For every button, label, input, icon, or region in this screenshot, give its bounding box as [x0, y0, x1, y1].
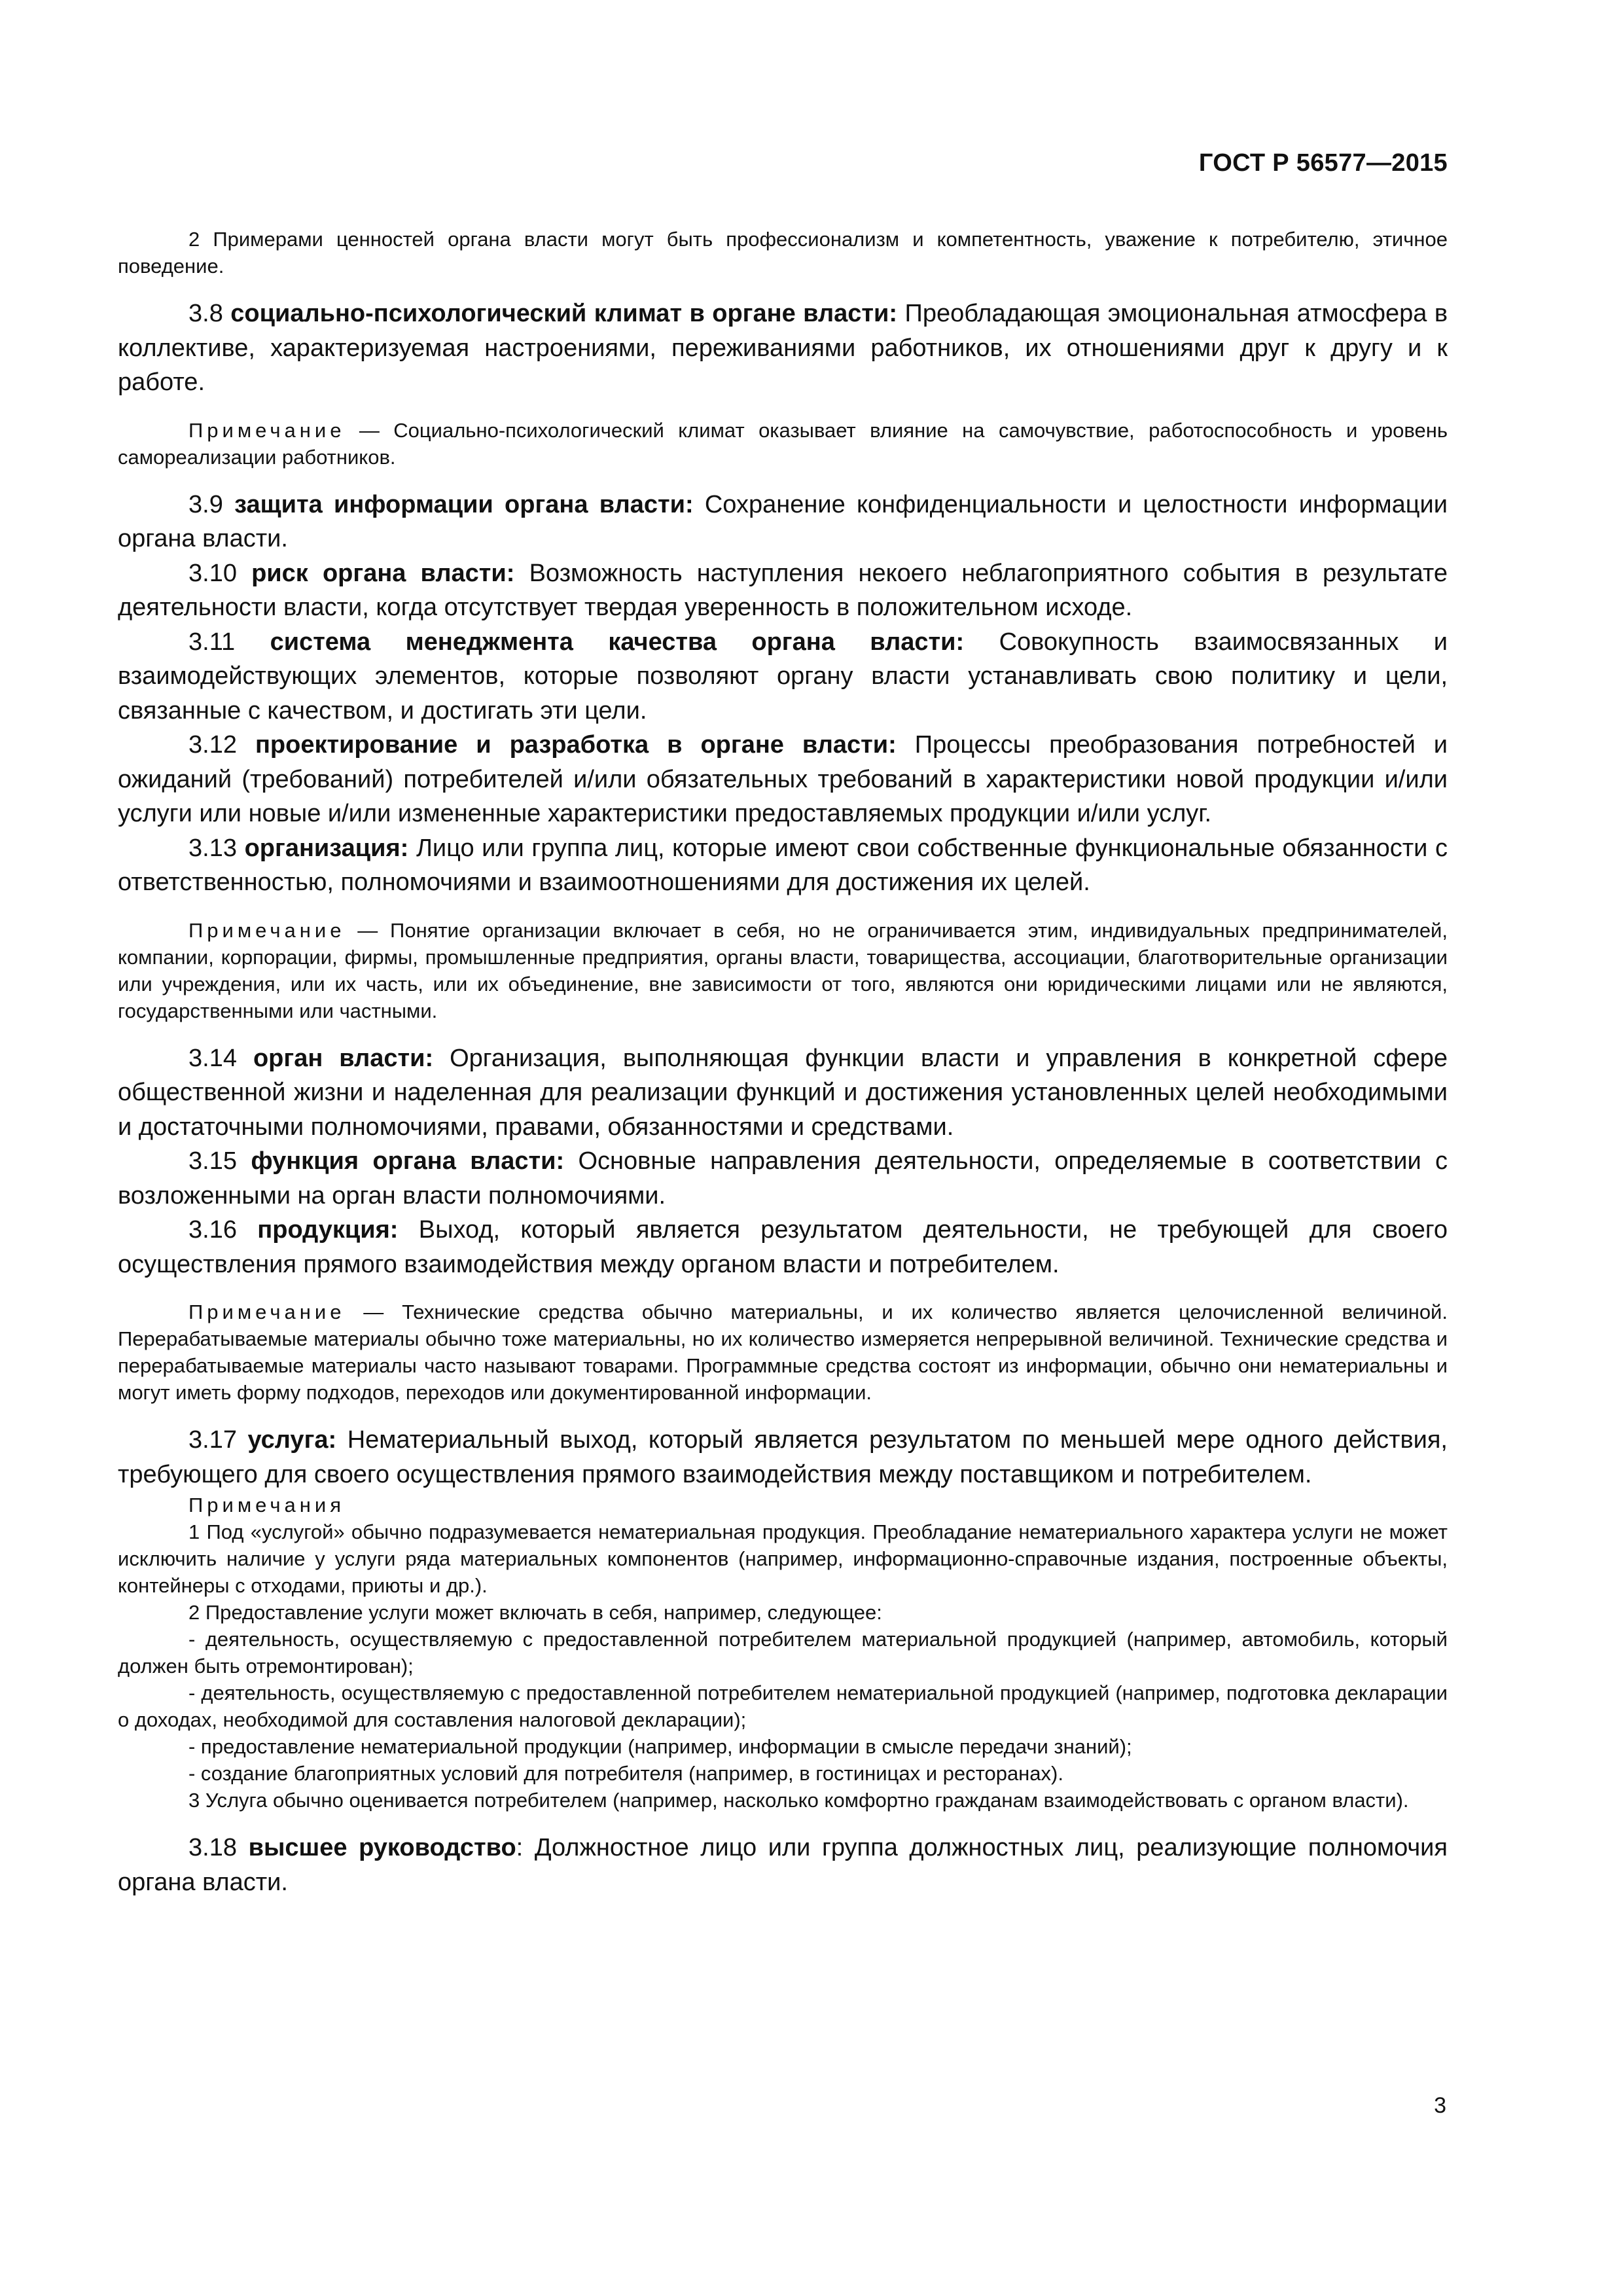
note-paragraph	[118, 917, 1448, 1024]
term-name: риск органа власти:	[251, 559, 515, 587]
paragraph-text: 2 Примерами ценностей органа власти могут быть профессионализм и компетентность, уважение к потребителю, этичное поведение.	[118, 228, 1448, 278]
paragraph-text: - создание благоприятных условий для потребителя (например, в гостиницах и ресторанах).	[188, 1762, 1063, 1785]
paragraph-text: Основные направления деятельности, определяемые в соответствии с возложенными на орган власти полномочиями.	[118, 1147, 1448, 1210]
paragraph-text: 3 Услуга обычно оценивается потребителем (например, насколько комфортно гражданам взаимодействовать с органом власти).	[188, 1789, 1409, 1812]
paragraph-text: — Социально-психологический климат оказывает влияние на самочувствие, работоспособность и уровень самореализации работников.	[118, 418, 1448, 469]
note-item	[118, 1733, 1448, 1760]
document-code-header: ГОСТ Р 56577—2015	[1198, 149, 1448, 177]
term-name: продукция:	[257, 1216, 399, 1244]
term-number: 3.18	[188, 1834, 237, 1861]
paragraph-text: 1 Под «услугой» обычно подразумевается нематериальная продукция. Преобладание нематериального характера услуги не может исключить наличие у услуги ряда материальных компонентов (например, информационно-справочные издания, построенные объекты, контейнеры с отходами, приюты и др.).	[118, 1520, 1448, 1597]
paragraph-text: Процессы преобразования потребностей и ожиданий (требований) потребителей и/или обязательных требований в характеристики новой продукции и/или услуги или новые и/или измененные характеристики предоставляемых продукции и/или услуг.	[118, 731, 1448, 827]
paragraph-text: - деятельность, осуществляемую с предоставленной потребителем материальной продукцией (например, автомобиль, который должен быть отремонтирован);	[118, 1628, 1448, 1677]
note-paragraph	[118, 417, 1448, 471]
note-item	[118, 1679, 1448, 1733]
note-label: Примечание	[188, 418, 346, 442]
term-name: организация:	[244, 834, 409, 862]
note-label: Примечание	[188, 918, 346, 942]
term-definition	[118, 296, 1448, 400]
paragraph-text: : Должностное лицо или группа должностных лиц, реализующие полномочия органа власти.	[118, 1834, 1448, 1896]
paragraph-text: 2 Предоставление услуги может включать в себя, например, следующее:	[188, 1601, 882, 1624]
term-definition	[118, 1041, 1448, 1145]
term-definition	[118, 1213, 1448, 1282]
term-definition	[118, 1831, 1448, 1899]
paragraph-text: - предоставление нематериальной продукции (например, информации в смысле передачи знаний);	[188, 1735, 1132, 1758]
note-item	[118, 1599, 1448, 1626]
note-paragraph	[118, 1299, 1448, 1406]
note-paragraph	[118, 1492, 1448, 1518]
note-item	[118, 1760, 1448, 1787]
term-name: услуга:	[247, 1426, 337, 1454]
paragraph-text: Лицо или группа лиц, которые имеют свои собственные функциональные обязанности с ответственностью, полномочиями и взаимоотношениями для достижения их целей.	[118, 834, 1448, 896]
term-name: социально-психологический климат в органе власти:	[230, 300, 898, 327]
term-number: 3.8	[188, 300, 223, 327]
paragraph-text: Преобладающая эмоциональная атмосфера в коллективе, характеризуемая настроениями, переживаниями работников, их отношениями друг к другу и к работе.	[118, 300, 1448, 396]
document-body	[118, 226, 1448, 1899]
term-number: 3.12	[188, 731, 237, 759]
paragraph-text: — Понятие организации включает в себя, но не ограничивается этим, индивидуальных предпринимателей, компании, корпорации, фирмы, промышленные предприятия, органы власти, товарищества, ассоциации, благотворительные организации или учреждения, или их часть, или их объединение, вне зависимости от того, являются они юридическими лицами или не являются, государственными или частными.	[118, 918, 1448, 1022]
term-name: система менеджмента качества органа власти:	[270, 628, 965, 656]
note-item	[118, 1626, 1448, 1679]
paragraph-text: Организация, выполняющая функции власти и управления в конкретной сфере общественной жизни и наделенная для реализации функций и достижения установленных целей необходимыми и достаточными полномочиями, правами, обязанностями и средствами.	[118, 1044, 1448, 1141]
term-number: 3.14	[188, 1044, 237, 1072]
term-number: 3.17	[188, 1426, 237, 1454]
paragraph-text: Выход, который является результатом деятельности, не требующей для своего осуществления прямого взаимодействия между органом власти и потребителем.	[118, 1216, 1448, 1278]
term-definition	[118, 625, 1448, 728]
note-label: Примечание	[188, 1300, 346, 1323]
term-definition	[118, 728, 1448, 831]
paragraph-text: Нематериальный выход, который является результатом по меньшей мере одного действия, требующего для своего осуществления прямого взаимодействия между поставщиком и потребителем.	[118, 1426, 1448, 1488]
paragraph-text: — Технические средства обычно материальны, и их количество является целочисленной величиной. Перерабатываемые материалы обычно тоже материальны, но их количество измеряется непрерывной величиной. Технические средства и перерабатываемые материалы часто называют товарами. Программные средства состоят из информации, обычно они нематериальны и могут иметь форму подходов, переходов или документированной информации.	[118, 1300, 1448, 1404]
paragraph-text: Возможность наступления некоего неблагоприятного события в результате деятельности власти, когда отсутствует твердая уверенность в положительном исходе.	[118, 559, 1448, 621]
term-name: высшее руководство	[248, 1834, 516, 1861]
term-number: 3.9	[188, 490, 223, 518]
term-number: 3.15	[188, 1147, 237, 1175]
note-item	[118, 226, 1448, 279]
term-definition	[118, 1423, 1448, 1492]
term-name: орган власти:	[253, 1044, 434, 1072]
paragraph-text: Совокупность взаимосвязанных и взаимодействующих элементов, которые позволяют органу власти устанавливать свою политику и цели, связанные с качеством, и достигать эти цели.	[118, 628, 1448, 725]
term-number: 3.13	[188, 834, 237, 862]
page-number: 3	[1434, 2093, 1446, 2118]
term-name: функция органа власти:	[251, 1147, 565, 1175]
term-number: 3.11	[188, 628, 236, 656]
paragraph-text: - деятельность, осуществляемую с предоставленной потребителем нематериальной продукцией (например, подготовка декларации о доходах, необходимой для составления налоговой декларации);	[118, 1681, 1448, 1731]
term-name: защита информации органа власти:	[234, 490, 694, 518]
paragraph-text: Сохранение конфиденциальности и целостности информации органа власти.	[118, 490, 1448, 552]
note-item	[118, 1787, 1448, 1814]
note-label: Примечания	[188, 1494, 345, 1516]
term-definition	[118, 831, 1448, 900]
note-item	[118, 1518, 1448, 1599]
term-number: 3.10	[188, 559, 237, 587]
term-name: проектирование и разработка в органе власти:	[255, 731, 897, 759]
term-number: 3.16	[188, 1216, 237, 1244]
term-definition	[118, 1144, 1448, 1213]
term-definition	[118, 556, 1448, 625]
term-definition	[118, 488, 1448, 556]
